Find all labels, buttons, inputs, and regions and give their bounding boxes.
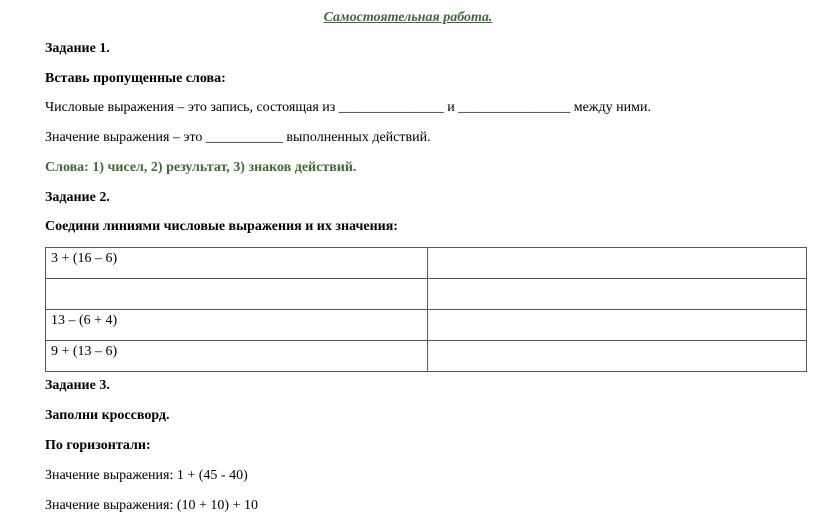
task3-instruction: Заполни кроссворд. [45, 408, 170, 423]
task1-sentence-2: Значение выражения – это ___________ выполненных действий. [45, 130, 431, 145]
table-row [46, 310, 807, 341]
crossword-clue-1: Значение выражения: 1 + (45 - 40) [45, 468, 248, 483]
value-cell [428, 279, 807, 310]
worksheet-title: Самостоятельная работа. [323, 10, 493, 25]
value-cell [428, 341, 807, 372]
task2-heading: Задание 2. [45, 190, 110, 205]
crossword-clue-2: Значение выражения: (10 + 10) + 10 [45, 498, 258, 513]
task1-word-bank: Слова: 1) чисел, 2) результат, 3) знаков действий. [45, 160, 357, 175]
horizontal-heading: По горизонтали: [45, 438, 151, 453]
table-row [46, 248, 807, 279]
expression-cell: 13 – (6 + 4) [46, 310, 428, 341]
task1-instruction: Вставь пропущенные слова: [45, 71, 226, 86]
matching-table [45, 247, 807, 372]
table-row [46, 341, 807, 372]
task1-sentence-1: Числовые выражения – это запись, состоящая из _______________ и ________________ между ними. [45, 100, 651, 115]
task3-heading: Задание 3. [45, 378, 110, 393]
expression-cell [46, 279, 428, 310]
expression-cell: 9 + (13 – 6) [46, 341, 428, 372]
value-cell [428, 248, 807, 279]
value-cell [428, 310, 807, 341]
expression-cell: 3 + (16 – 6) [46, 248, 428, 279]
task2-instruction: Соедини линиями числовые выражения и их значения: [45, 219, 398, 234]
table-row [46, 279, 807, 310]
task1-heading: Задание 1. [45, 41, 110, 56]
